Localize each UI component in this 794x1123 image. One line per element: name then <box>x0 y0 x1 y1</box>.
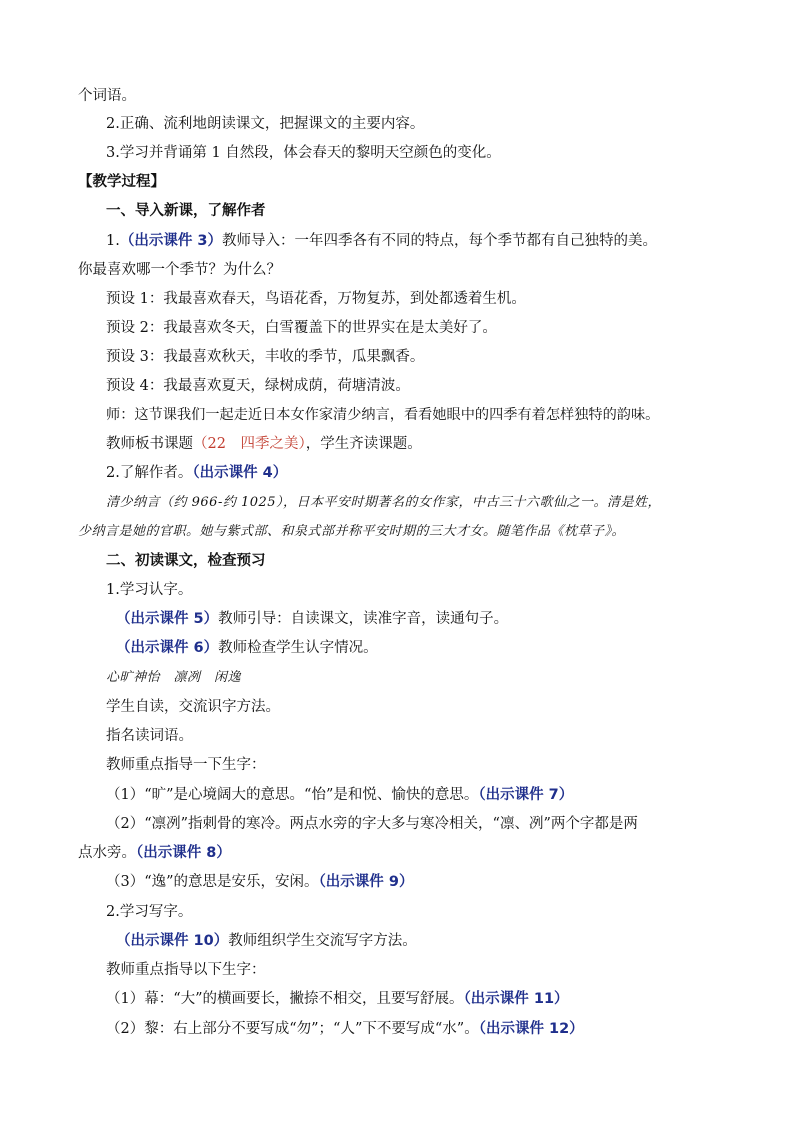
char-note-2: （2）“凛冽”指刺骨的寒冷。两点水旁的字大多与寒冷相关，“凛、冽”两个字都是两 <box>106 816 638 832</box>
step-2: 2.学习写字。 <box>106 904 193 920</box>
courseware-6-text: 教师检查学生认字情况。 <box>218 640 378 656</box>
section-2-title: 二、初读课文，检查预习 <box>106 553 266 569</box>
author-intro-line <box>106 463 756 483</box>
courseware-5-text: 教师引导：自读课文，读准字音，读通句子。 <box>218 611 509 627</box>
char-note-1-text: （1）“旷”是心境阔大的意思。“怡”是和悦、愉快的意思。 <box>106 787 479 803</box>
courseware-tag: （出示课件 6） <box>116 640 219 656</box>
step-1: 1.学习认字。 <box>106 582 193 598</box>
courseware-6-line <box>116 638 766 658</box>
char-note-3-text: （3）“逸”的意思是安乐，安闲。 <box>106 874 319 890</box>
courseware-10-text: 教师组织学生交流写字方法。 <box>228 933 417 949</box>
char-note-2-cont: 点水旁。 <box>78 845 136 861</box>
teacher-statement: 师：这节课我们一起走近日本女作家清少纳言，看看她眼中的四季有着怎样独特的韵味。 <box>106 407 660 423</box>
courseware-10-line <box>116 931 766 951</box>
char-note-3 <box>106 872 756 892</box>
author-bio-2: 少纳言是她的官职。她与紫式部、和泉式部并称平安时期的三大才女。随笔作品《枕草子》。 <box>78 524 626 539</box>
item-number: 1. <box>106 233 120 249</box>
board-post: ，学生齐读课题。 <box>305 436 422 452</box>
courseware-tag: （出示课件 8） <box>136 845 231 861</box>
courseware-tag: （出示课件 11） <box>463 991 569 1007</box>
self-read: 学生自读，交流识字方法。 <box>106 699 280 715</box>
preset-4: 预设 4：我最喜欢夏天，绿树成荫，荷塘清波。 <box>106 378 410 394</box>
author-intro-text: 2.了解作者。 <box>106 465 193 481</box>
objective-2: 2.正确、流利地朗读课文，把握课文的主要内容。 <box>106 116 425 132</box>
write-note-2 <box>106 1019 756 1039</box>
preset-3: 预设 3：我最喜欢秋天，丰收的季节，瓜果飘香。 <box>106 349 425 365</box>
courseware-tag: （出示课件 7） <box>478 787 574 803</box>
objective-continuation: 个词语。 <box>78 88 136 104</box>
courseware-tag: （出示课件 12） <box>478 1021 584 1037</box>
courseware-tag: （出示课件 9） <box>318 874 414 890</box>
write-note-2-text: （2）黎：右上部分不要写成“勿”；“人”下不要写成“水”。 <box>106 1021 479 1037</box>
preset-1: 预设 1：我最喜欢春天，鸟语花香，万物复苏，到处都透着生机。 <box>106 291 526 307</box>
courseware-tag: （出示课件 3） <box>119 233 222 249</box>
guide-chars: 教师重点指导一下生字： <box>106 757 266 773</box>
intro-text: 教师导入：一年四季各有不同的特点，每个季节都有自己独特的美。 <box>221 233 657 249</box>
intro-paragraph <box>106 231 756 251</box>
board-pre: 教师板书课题 <box>106 436 193 452</box>
courseware-tag: （出示课件 4） <box>192 465 288 481</box>
board-title-line <box>106 434 756 454</box>
courseware-tag: （出示课件 10） <box>116 933 229 949</box>
write-note-1-text: （1）幕：“大”的横画要长，撇捺不相交，且要写舒展。 <box>106 991 464 1007</box>
courseware-5-line <box>116 609 766 629</box>
vocab-words: 心旷神怡 凛冽 闲逸 <box>106 670 242 685</box>
char-note-1 <box>106 785 756 805</box>
preset-2: 预设 2：我最喜欢冬天，白雪覆盖下的世界实在是太美好了。 <box>106 320 497 336</box>
lesson-title: （22 四季之美） <box>193 436 306 452</box>
name-read: 指名读词语。 <box>106 728 193 744</box>
process-heading: 【教学过程】 <box>78 174 165 190</box>
objective-3: 3.学习并背诵第 1 自然段，体会春天的黎明天空颜色的变化。 <box>106 145 501 161</box>
section-1-title: 一、导入新课，了解作者 <box>106 203 266 219</box>
char-note-2-continuation <box>78 843 728 863</box>
courseware-tag: （出示课件 5） <box>116 611 219 627</box>
write-note-1 <box>106 989 756 1009</box>
intro-continuation: 你最喜欢哪一个季节？为什么？ <box>78 262 281 278</box>
author-bio-1: 清少纳言（约 966-约 1025），日本平安时期著名的女作家，中古三十六歌仙之一。清是姓， <box>106 495 662 510</box>
guide-writing: 教师重点指导以下生字： <box>106 962 266 978</box>
